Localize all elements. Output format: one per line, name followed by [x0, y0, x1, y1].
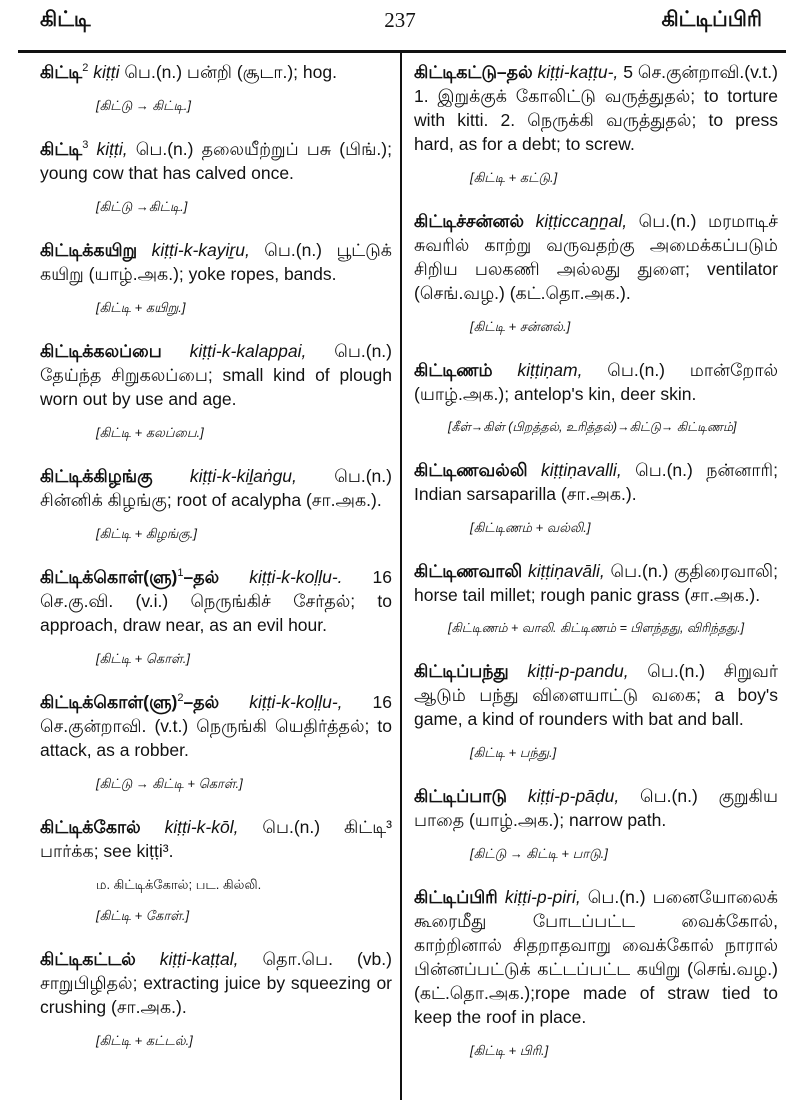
etymology: [கிட்டி + பிரி.]: [470, 1043, 549, 1058]
definition: பெ.(n.) நன்னாரி; Indian sarsaparilla (சா.அக.).: [414, 460, 778, 504]
definition: பெ.(n.) பன்றி (சூடா.); hog.: [119, 62, 337, 82]
transliteration: kiṭṭi-p-piri,: [504, 887, 581, 907]
dictionary-entry: [414, 458, 778, 506]
headword: கிட்டிக்கொள்(ளு): [40, 567, 178, 587]
definition: 16 செ.கு.வி. (v.i.) நெருங்கிச் சேர்தல்; to approach, draw near, as an evil hour.: [40, 567, 392, 635]
headword: கிட்டிப்பாடு: [414, 786, 508, 806]
left-column: [40, 60, 392, 1072]
transliteration: kiṭṭiṇavāli,: [527, 561, 605, 581]
homonym-number: 1: [177, 567, 184, 580]
etymology: [கிட்டு →கிட்டி.]: [96, 199, 188, 214]
etymology: [கிட்டி + கிழங்கு.]: [96, 526, 197, 541]
page-number: 237: [384, 8, 416, 32]
etymology: [கிட்டி + கட்டு.]: [470, 170, 558, 185]
etymology: [கிட்டி + கட்டல்.]: [96, 1033, 193, 1048]
dictionary-entry: [414, 60, 778, 156]
headword: கிட்டிப்பிரி: [414, 887, 498, 907]
etymology: [கீள்→கிள் (பிறத்தல், உரித்தல்)→கிட்டு→ கிட்டிணம்]: [448, 420, 737, 434]
dictionary-entry: [40, 137, 392, 185]
headword: கிட்டி: [40, 139, 83, 159]
transliteration: kiṭṭi,: [96, 139, 128, 159]
transliteration: kiṭṭi-kaṭṭu-,: [537, 62, 619, 82]
transliteration: kiṭṭi-k-koḷḷu-,: [249, 692, 343, 712]
right-column: [414, 60, 778, 1082]
dictionary-entry: [40, 947, 392, 1019]
etymology: [கிட்டிணம் + வல்லி.]: [470, 520, 591, 535]
definition: பெ.(n.) கிட்டி³ பார்க்க; see kiṭṭi³.: [40, 817, 392, 861]
homonym-number: 2: [177, 692, 184, 705]
transliteration: kiṭṭi-k-kayiṟu,: [151, 240, 250, 260]
dictionary-entry: [40, 464, 392, 512]
transliteration: kiṭṭi-k-koḷḷu-.: [249, 567, 343, 587]
definition: தொ.பெ. (vb.) சாறுபிழிதல்; extracting juice by squeezing or crushing (சா.அக.).: [40, 949, 392, 1017]
headword: கிட்டிக்கிழங்கு: [40, 466, 153, 486]
etymology: [கிட்டு → கிட்டி + கொள்.]: [96, 776, 243, 791]
dictionary-entry: [414, 358, 778, 406]
headword: கிட்டிணவாலி: [414, 561, 523, 581]
headword: கிட்டி: [40, 62, 83, 82]
headword: கிட்டிப்பந்து: [414, 661, 509, 681]
transliteration: kiṭṭi-k-kalappai,: [189, 341, 307, 361]
definition: 16 செ.குன்றாவி. (v.t.) நெருங்கி யெதிர்த்தல்; to attack, as a robber.: [40, 692, 392, 760]
dictionary-entry: [40, 238, 392, 286]
dictionary-entry: [40, 339, 392, 411]
etymology: [கிட்டிணம் + வாலி. கிட்டிணம் = பிளந்தது, விரிந்தது.]: [448, 621, 745, 635]
headword: கிட்டிணவல்லி: [414, 460, 528, 480]
cognates: ம. கிட்டிக்கோல்; பட. கில்லி.: [96, 877, 262, 892]
dictionary-entry: [414, 209, 778, 305]
transliteration: kiṭṭiṇavalli,: [540, 460, 622, 480]
definition: பெ.(n.) பூட்டுக் கயிறு (யாழ்.அக.); yoke ropes, bands.: [40, 240, 392, 284]
headword: கிட்டிக்கொள்(ளு): [40, 692, 178, 712]
etymology: [கிட்டி + கோள்.]: [96, 908, 190, 923]
dictionary-entry: [40, 565, 392, 637]
transliteration: kiṭṭi: [93, 62, 120, 82]
page-header: [0, 0, 800, 50]
headword: கிட்டிச்சன்னல்: [414, 211, 525, 231]
column-divider: [400, 50, 402, 1100]
headword: கிட்டிகட்டு–தல்: [414, 62, 533, 82]
definition: பெ.(n.) குறுகிய பாதை (யாழ்.அக.); narrow path.: [414, 786, 778, 830]
headword-suffix: –தல்: [183, 567, 220, 587]
definition: பெ.(n.) மான்றோல் (யாழ்.அக.); antelop's kin, deer skin.: [414, 360, 778, 404]
homonym-number: 3: [82, 139, 89, 152]
transliteration: kiṭṭiṇam,: [517, 360, 583, 380]
definition: பெ.(n.) குதிரைவாலி; horse tail millet; rough panic grass (சா.அக.).: [414, 561, 778, 605]
dictionary-entry: [40, 60, 392, 84]
etymology: [கிட்டி + பந்து.]: [470, 745, 557, 760]
definition: பெ.(n.) சின்னிக் கிழங்கு; root of acalypha (சா.அக.).: [40, 466, 392, 510]
left-guide-word: கிட்டி: [40, 8, 91, 31]
headword: கிட்டிணம்: [414, 360, 493, 380]
transliteration: kiṭṭi-k-kōl,: [164, 817, 239, 837]
headword: கிட்டிக்கலப்பை: [40, 341, 162, 361]
definition: பெ.(n.) மரமாடிச் சுவரில் காற்று வருவதற்கு அமைக்கப்படும் சிறிய பலகணி அல்லது துளை; ventilator (செங்.வழ.) (கட்.தொ.அக.).: [414, 211, 778, 303]
dictionary-entry: [414, 784, 778, 832]
transliteration: kiṭṭi-p-pandu,: [527, 661, 629, 681]
transliteration: kiṭṭi-k-kiḻaṅgu,: [189, 466, 297, 486]
headword: கிட்டிகட்டல்: [40, 949, 136, 969]
definition: பெ.(n.) பனையோலைக் கூரைமீது போடப்பட்ட வைக்கோல், காற்றினால் சிதறாதவாறு வைக்கோல் நாரால் பின்னப்பட்டுக் கட்டப்பட்ட கயிறு (செங்.வழ.) (கட்.தொ.அக.);rope made of straw tied to keep the roof in place.: [414, 887, 778, 1027]
etymology: [கிட்டு → கிட்டி.]: [96, 98, 192, 113]
etymology: [கிட்டி + கொள்.]: [96, 651, 190, 666]
etymology: [கிட்டு → கிட்டி + பாடு.]: [470, 846, 608, 861]
dictionary-entry: [40, 815, 392, 863]
headword: கிட்டிக்கயிறு: [40, 240, 138, 260]
definition: பெ.(n.) சிறுவர் ஆடும் பந்து விளையாட்டு வகை; a boy's game, a kind of rounders with bat and ball.: [414, 661, 778, 729]
etymology: [கிட்டி + சன்னல்.]: [470, 319, 571, 334]
dictionary-entry: [40, 690, 392, 762]
transliteration: kiṭṭiccaṉṉal,: [535, 211, 628, 231]
dictionary-entry: [414, 659, 778, 731]
etymology: [கிட்டி + கலப்பை.]: [96, 425, 204, 440]
etymology: [கிட்டி + கயிறு.]: [96, 300, 186, 315]
definition: பெ.(n.) தலையீற்றுப் பசு (பிங்.); young cow that has calved once.: [40, 139, 392, 183]
dictionary-entry: [414, 885, 778, 1029]
dictionary-entry: [414, 559, 778, 607]
homonym-number: 2: [82, 62, 89, 75]
header-rule: [18, 50, 786, 53]
definition: பெ.(n.) தேய்ந்த சிறுகலப்பை; small kind of plough worn out by use and age.: [40, 341, 392, 409]
headword: கிட்டிக்கோல்: [40, 817, 141, 837]
transliteration: kiṭṭi-p-pāḍu,: [527, 786, 620, 806]
definition: 5 செ.குன்றாவி.(v.t.) 1. இறுக்குக் கோலிட்டு வருத்துதல்; to torture with kitti. 2. நெருக்கி வருத்துதல்; to press hard, as for a debt; to screw.: [414, 62, 778, 154]
headword-suffix: –தல்: [183, 692, 220, 712]
transliteration: kiṭṭi-kaṭṭal,: [159, 949, 239, 969]
right-guide-word: கிட்டிப்பிரி: [661, 8, 762, 31]
